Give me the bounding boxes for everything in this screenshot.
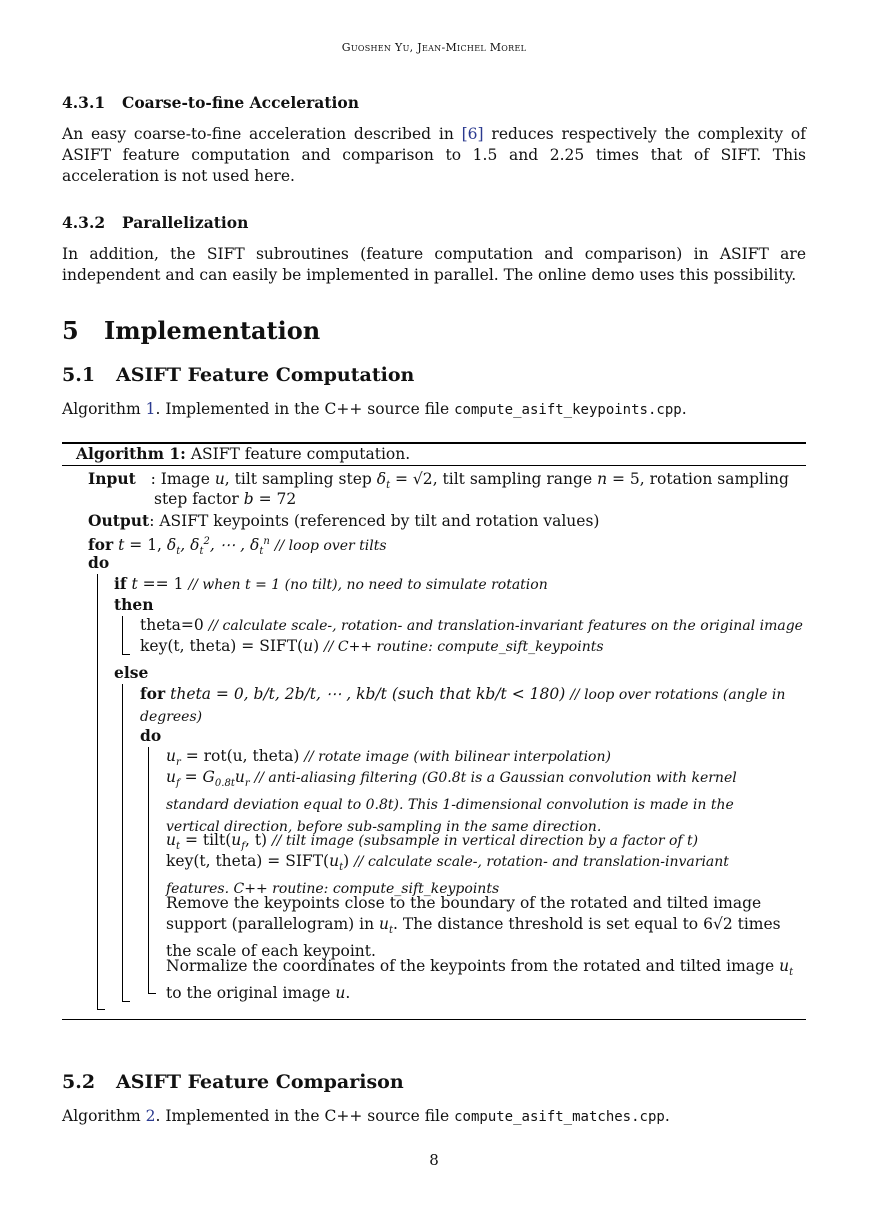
math: $G_{0.8t}u_r$ [202, 768, 250, 790]
math: $u_r$ [166, 747, 181, 769]
caption-label: Algorithm 1: [76, 444, 186, 463]
keyword: do [140, 726, 162, 745]
heading-title: ASIFT Feature Computation [116, 364, 415, 386]
for-rotations-line [140, 683, 804, 728]
comment: // when t = 1 (no tilt), no need to simulate rotation [188, 577, 548, 593]
heading-number: 4.3.2 [62, 213, 106, 232]
text: Algorithm [62, 400, 146, 418]
heading-number: 5.2 [62, 1071, 96, 1093]
text: . Implemented in the C++ source file [155, 1107, 455, 1125]
output-line [88, 510, 599, 532]
text: Algorithm [62, 1107, 146, 1125]
filter-line: $u_f = G_{0.8t}u_r$ // anti-aliasing filtering (G0.8t is a Gaussian convolution with kernel standard deviation equal to 0.8t). This 1-dimensional convolution is made in the vertical direction, before sub-sampling in the same direction. [166, 768, 737, 836]
input-line-2: step factor b = 72 [154, 490, 297, 508]
math: $u_t$ [779, 957, 794, 979]
block-bar [148, 747, 149, 994]
math: n [597, 470, 608, 488]
math: u [335, 984, 346, 1003]
comment: // tilt image (subsample in vertical direction by a factor of t) [272, 833, 699, 849]
caption-text: ASIFT feature computation. [185, 445, 411, 463]
keyword: then [114, 595, 154, 614]
keyword: if [114, 574, 127, 593]
block-bar-end [122, 654, 130, 655]
algorithm-link[interactable]: 1 [145, 400, 156, 418]
key-original-line: key(t, theta) = SIFT(u) // C++ routine: compute_sift_keypoints [140, 637, 604, 655]
heading-number: 4.3.1 [62, 93, 106, 112]
for-tilts-line: for t = 1, $\delta_t$, $\delta_t^2$, ⋯ , $\delta_t^n$ // loop over tilts [88, 535, 387, 558]
bottom-rule [62, 1019, 806, 1020]
math: $\delta_t$, $\delta_t^2$, ⋯ , $\delta_t^n$ [166, 536, 270, 558]
running-head: Guoshen Yu, Jean-Michel Morel [341, 41, 527, 54]
normalize-line [166, 956, 794, 1004]
comment: // calculate scale-, rotation- and translation-invariant features. C++ routine: compute_sift_keypoints [166, 854, 729, 898]
text: reduces respectively the complexity of ASIFT feature computation and comparison to 1.5 and 2.25 times that of SIFT. This acceleration is not used here. [62, 125, 806, 185]
input-label: Input [88, 469, 136, 488]
text: key(t, theta) = SIFT( [140, 637, 304, 655]
heading-title: Coarse-to-fine Acceleration [122, 93, 360, 112]
key-tilted-line: key(t, theta) = $SIFT(u_t)$ // calculate scale-, rotation- and translation-invariant features. C++ routine: compute_sift_keypoints [166, 852, 729, 898]
text: Remove the keypoints close to the boundary of the rotated and tilted image support (parallelogram) in [166, 894, 762, 933]
comment: // loop over tilts [274, 538, 387, 555]
block-bar-end [148, 993, 156, 994]
remove-keypoints-line: Remove the keypoints close to the boundary of the rotated and tilted image support (parallelogram) in $u_t$. The distance threshold is set equal to 6√2 times the scale of each keypoint. [166, 894, 781, 961]
text: . [345, 984, 351, 1003]
math: $u_t$ [166, 831, 181, 853]
algorithm-1-box [62, 442, 806, 1020]
comment: // C++ routine: compute_sift_keypoints [324, 639, 604, 655]
text: . [664, 1107, 670, 1125]
algorithm-caption [76, 443, 410, 465]
block-bar [122, 684, 123, 1002]
text: . Implemented in the C++ source file [155, 400, 455, 418]
math: u [303, 637, 314, 655]
comment: // anti-aliasing filtering (G0.8t is a Gaussian convolution with kernel standard deviation equal to 0.8t). This 1-dimensional convolution is made in the vertical direction, before sub-sampling in the same direction. [166, 770, 737, 836]
text: theta=0 [140, 616, 209, 634]
text: An easy coarse-to-fine acceleration described in [62, 125, 462, 143]
input-line: Input : Image u, tilt sampling step $\delta_t = √2$, tilt sampling range n = 5, rotation sampling [88, 469, 789, 492]
keyword: do [88, 553, 110, 572]
paragraph-algorithm-1-ref [62, 399, 806, 421]
comment: // calculate scale-, rotation- and translation-invariant features on the original image [208, 618, 803, 634]
theta-zero-line [140, 615, 803, 637]
source-filename: compute_asift_keypoints.cpp [454, 402, 682, 418]
heading-title: Implementation [104, 316, 321, 345]
text: , tilt sampling range [432, 470, 598, 488]
text: , rotation sampling [639, 470, 789, 488]
math: theta = 0, b/t, 2b/t, ⋯ , kb/t (such that kb/t < 180) [170, 685, 566, 703]
paragraph-coarse-to-fine [62, 124, 806, 187]
section-5-1-heading [62, 364, 414, 386]
section-5-heading [62, 316, 320, 345]
heading-4-3-2 [62, 213, 248, 232]
keyword: else [114, 663, 149, 682]
block-bar [97, 574, 98, 1010]
rotate-line: $u_r = rot(u$, theta) // rotate image (with bilinear interpolation) [166, 747, 611, 769]
math: $u_t$ [329, 852, 344, 874]
comment: // loop over rotations (angle in degrees) [140, 687, 786, 725]
math: $u_f$ [166, 768, 180, 790]
page [62, 0, 806, 1228]
math: b [243, 490, 254, 508]
heading-4-3-1 [62, 93, 359, 112]
heading-title: Parallelization [122, 213, 249, 232]
paragraph-algorithm-2-ref [62, 1106, 806, 1128]
comment: // rotate image (with bilinear interpolation) [304, 749, 611, 765]
math: u [214, 470, 225, 488]
keyword: for [88, 535, 114, 555]
block-bar-end [97, 1009, 105, 1010]
text: : ASIFT keypoints (referenced by tilt and rotation values) [149, 512, 600, 530]
math: $u_f$ [231, 831, 245, 853]
block-bar [122, 616, 123, 655]
text: Normalize the coordinates of the keypoints from the rotated and tilted image [166, 957, 780, 975]
algorithm-link[interactable]: 2 [145, 1107, 156, 1125]
caption-rule [62, 465, 806, 466]
if-line: if t == 1 // when t = 1 (no tilt), no need to simulate rotation [114, 574, 548, 593]
keyword: for [140, 684, 166, 703]
text: . [681, 400, 687, 418]
text: . The distance threshold is set equal to 6 [393, 915, 713, 933]
tilt-line: $u_t$ = $tilt(u_f$, t) // tilt image (subsample in vertical direction by a factor of t) [166, 831, 699, 853]
text: , tilt sampling step [224, 470, 377, 488]
do-rotations-line [140, 725, 161, 747]
math: $\delta_t$ [376, 470, 391, 492]
citation-link[interactable]: [6] [461, 125, 484, 143]
page-number: 8 [429, 1151, 439, 1169]
heading-title: ASIFT Feature Comparison [116, 1071, 404, 1093]
block-bar-end [122, 1001, 130, 1002]
math: t [131, 575, 138, 593]
output-label: Output [88, 511, 150, 530]
text: to the original image [166, 984, 336, 1003]
math: t [118, 536, 125, 555]
section-5-2-heading [62, 1071, 404, 1093]
text: step factor [154, 490, 244, 508]
do-line [88, 552, 109, 574]
text: times the scale of each keypoint. [166, 915, 781, 961]
heading-number: 5.1 [62, 364, 96, 386]
source-filename: compute_asift_matches.cpp [454, 1109, 665, 1125]
math: $u_t$ [379, 915, 394, 937]
else-line [114, 662, 148, 684]
paragraph-parallelization: In addition, the SIFT subroutines (feature computation and comparison) in ASIFT are independent and can easily be implemented in parallel. The online demo uses this possibility. [62, 245, 806, 284]
then-line [114, 594, 154, 616]
heading-number: 5 [62, 316, 79, 345]
text: : Image [150, 470, 215, 488]
